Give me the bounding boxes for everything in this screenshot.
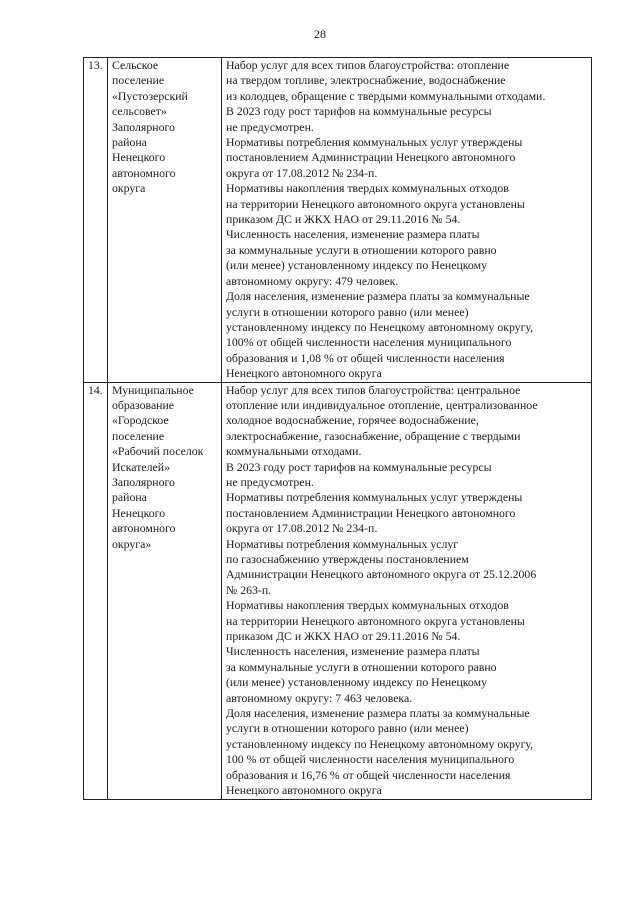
text-line: Набор услуг для всех типов благоустройства: отопление <box>226 58 510 72</box>
text-line: коммунальными отходами. <box>226 444 362 459</box>
page-number: 28 <box>314 27 326 41</box>
text-line: № 263-п. <box>226 582 272 597</box>
text-line: поселение <box>112 73 165 88</box>
municipality-name <box>108 58 222 383</box>
text-line: автономного <box>112 521 176 536</box>
municipality-name <box>108 382 222 799</box>
text-line: электроснабжение, газоснабжение, обращение с твердыми <box>226 428 521 443</box>
text-line: В 2023 году рост тарифов на коммунальные ресурсы <box>226 459 492 474</box>
text-line: Сельское <box>112 58 159 72</box>
text-line: по газоснабжению утверждены постановлением <box>226 552 469 566</box>
text-line: за коммунальные услуги в отношении которого равно <box>226 659 497 674</box>
text-line: 100 % от общей численности населения муниципального <box>226 752 515 767</box>
text-line: образование <box>112 397 175 412</box>
text-line: поселение <box>112 428 165 443</box>
text-line: на территории Ненецкого автономного округа установлены <box>226 196 525 211</box>
text-line: «Пустозерский <box>112 88 188 103</box>
text-line: автономному округу: 7 463 человека. <box>226 690 413 705</box>
text-line: Нормативы накопления твердых коммунальных отходов <box>226 181 509 196</box>
text-line: образования и 1,08 % от общей численности населения <box>226 350 505 365</box>
text-line: автономного <box>112 165 176 180</box>
text-line: Доля населения, изменение размера платы за коммунальные <box>226 289 530 304</box>
text-line: (или менее) установленному индексу по Ненецкому <box>226 675 487 690</box>
text-line: «Городское <box>112 413 169 428</box>
row-number: 14. <box>84 382 108 799</box>
text-line: приказом ДС и ЖКХ НАО от 29.11.2016 № 54. <box>226 212 461 227</box>
text-line: округа от 17.08.2012 № 234-п. <box>226 521 378 536</box>
text-line: (или менее) установленному индексу по Ненецкому <box>226 258 487 273</box>
text-line: Доля населения, изменение размера платы за коммунальные <box>226 706 530 721</box>
text-line: холодное водоснабжение, горячее водоснабжение, <box>226 413 479 428</box>
text-line: Численность населения, изменение размера платы <box>226 227 480 242</box>
text-line: Искателей» <box>112 459 170 474</box>
text-line: на территории Ненецкого автономного округа установлены <box>226 613 525 628</box>
text-line: услуги в отношении которого равно (или менее) <box>226 304 469 319</box>
text-line: Заполярного <box>112 474 175 489</box>
text-line: Ненецкого <box>112 505 166 520</box>
text-line: Администрации Ненецкого автономного округа от 25.12.2006 <box>226 567 537 582</box>
text-line: Заполярного <box>112 119 175 134</box>
text-line: приказом ДС и ЖКХ НАО от 29.11.2016 № 54. <box>226 629 461 644</box>
text-line: округа <box>112 181 146 196</box>
text-line: постановлением Администрации Ненецкого автономного <box>226 150 516 165</box>
text-line: Ненецкого <box>112 150 166 165</box>
text-line: из колодцев, обращение с твердыми коммунальными отходами. <box>226 88 546 103</box>
text-line: Набор услуг для всех типов благоустройства: центральное <box>226 382 521 397</box>
text-line: «Рабочий поселок <box>112 444 204 459</box>
text-line: за коммунальные услуги в отношении которого равно <box>226 242 497 257</box>
text-line: отопление или индивидуальное отопление, централизованное <box>226 397 538 412</box>
text-line: Численность населения, изменение размера платы <box>226 644 480 659</box>
text-line: установленному индексу по Ненецкому автономному округу, <box>226 319 534 334</box>
text-line: Нормативы накопления твердых коммунальных отходов <box>226 598 509 613</box>
text-line: услуги в отношении которого равно (или менее) <box>226 721 469 736</box>
text-line: на твердом топливе, электроснабжение, водоснабжение <box>226 73 506 88</box>
table-row <box>84 58 592 383</box>
text-line: постановлением Администрации Ненецкого автономного <box>226 505 516 520</box>
services-description <box>222 58 592 383</box>
text-line: установленному индексу по Ненецкому автономному округу, <box>226 736 534 751</box>
table-row <box>84 382 592 799</box>
text-line: сельсовет» <box>112 104 167 119</box>
text-line: Муниципальное <box>112 382 194 397</box>
text-line: не предусмотрен. <box>226 474 314 489</box>
text-line: округа от 17.08.2012 № 234-п. <box>226 165 378 180</box>
text-line: не предусмотрен. <box>226 119 314 134</box>
text-line: округа» <box>112 536 152 551</box>
text-line: автономному округу: 479 человек. <box>226 273 399 288</box>
text-line: района <box>112 490 147 505</box>
text-line: Ненецкого автономного округа <box>226 783 382 798</box>
text-line: образования и 16,76 % от общей численности населения <box>226 767 511 782</box>
text-line: 100% от общей численности населения муниципального <box>226 335 512 350</box>
text-line: Ненецкого автономного округа <box>226 366 382 381</box>
text-line: В 2023 году рост тарифов на коммунальные ресурсы <box>226 104 492 119</box>
text-line: Нормативы потребления коммунальных услуг утверждены <box>226 490 523 505</box>
services-description <box>222 382 592 799</box>
text-line: района <box>112 135 147 150</box>
tariff-table <box>83 57 592 800</box>
row-number: 13. <box>84 58 108 383</box>
text-line: Нормативы потребления коммунальных услуг <box>226 536 459 551</box>
text-line: Нормативы потребления коммунальных услуг утверждены <box>226 135 523 150</box>
